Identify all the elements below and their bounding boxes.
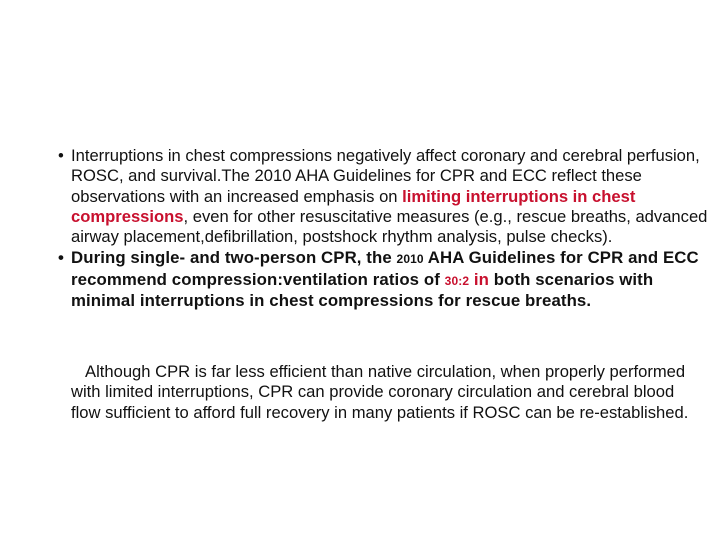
ratio-number: 30:2 [444, 273, 470, 288]
bullet-text-part1: During single- and two-person CPR, the [71, 248, 397, 268]
bullet-item-ratios [58, 248, 708, 312]
bullet-text-part2: AHA Guidelines for CPR and ECC recommend compression:ventilation ratios of [71, 248, 699, 289]
year-number: 2010 [396, 252, 424, 267]
highlight-in: in [469, 269, 489, 289]
bullet-text-rest: , even for other resuscitative measures (e.g., rescue breaths, advanced airway placement,defibrillation, postshock rhythm analysis, pulse checks). [71, 206, 708, 247]
cpr-efficiency-note: Although CPR is far less efficient than native circulation, when properly performed with limited interruptions, CPR can provide coronary circulation and cerebral blood flow sufficient to afford full recovery in many patients if ROSC can be re-established. [71, 362, 689, 422]
highlight-limiting-interruptions: limiting interruptions in chest compressions [71, 186, 636, 226]
bullet-text-part3: both scenarios with minimal interruptions in chest compressions for rescue breaths. [71, 269, 654, 311]
bullet-item-interruptions [58, 146, 708, 247]
bullet-list [58, 146, 708, 313]
bullet-marker: • [58, 248, 64, 268]
bullet-marker: • [58, 146, 64, 165]
bullet-text-intro: Interruptions in chest compressions negatively affect coronary and cerebral perfusion, ROSC, and survival.The 2010 AHA Guidelines for CPR and ECC reflect these observations with an increased emphasis on [71, 146, 700, 206]
